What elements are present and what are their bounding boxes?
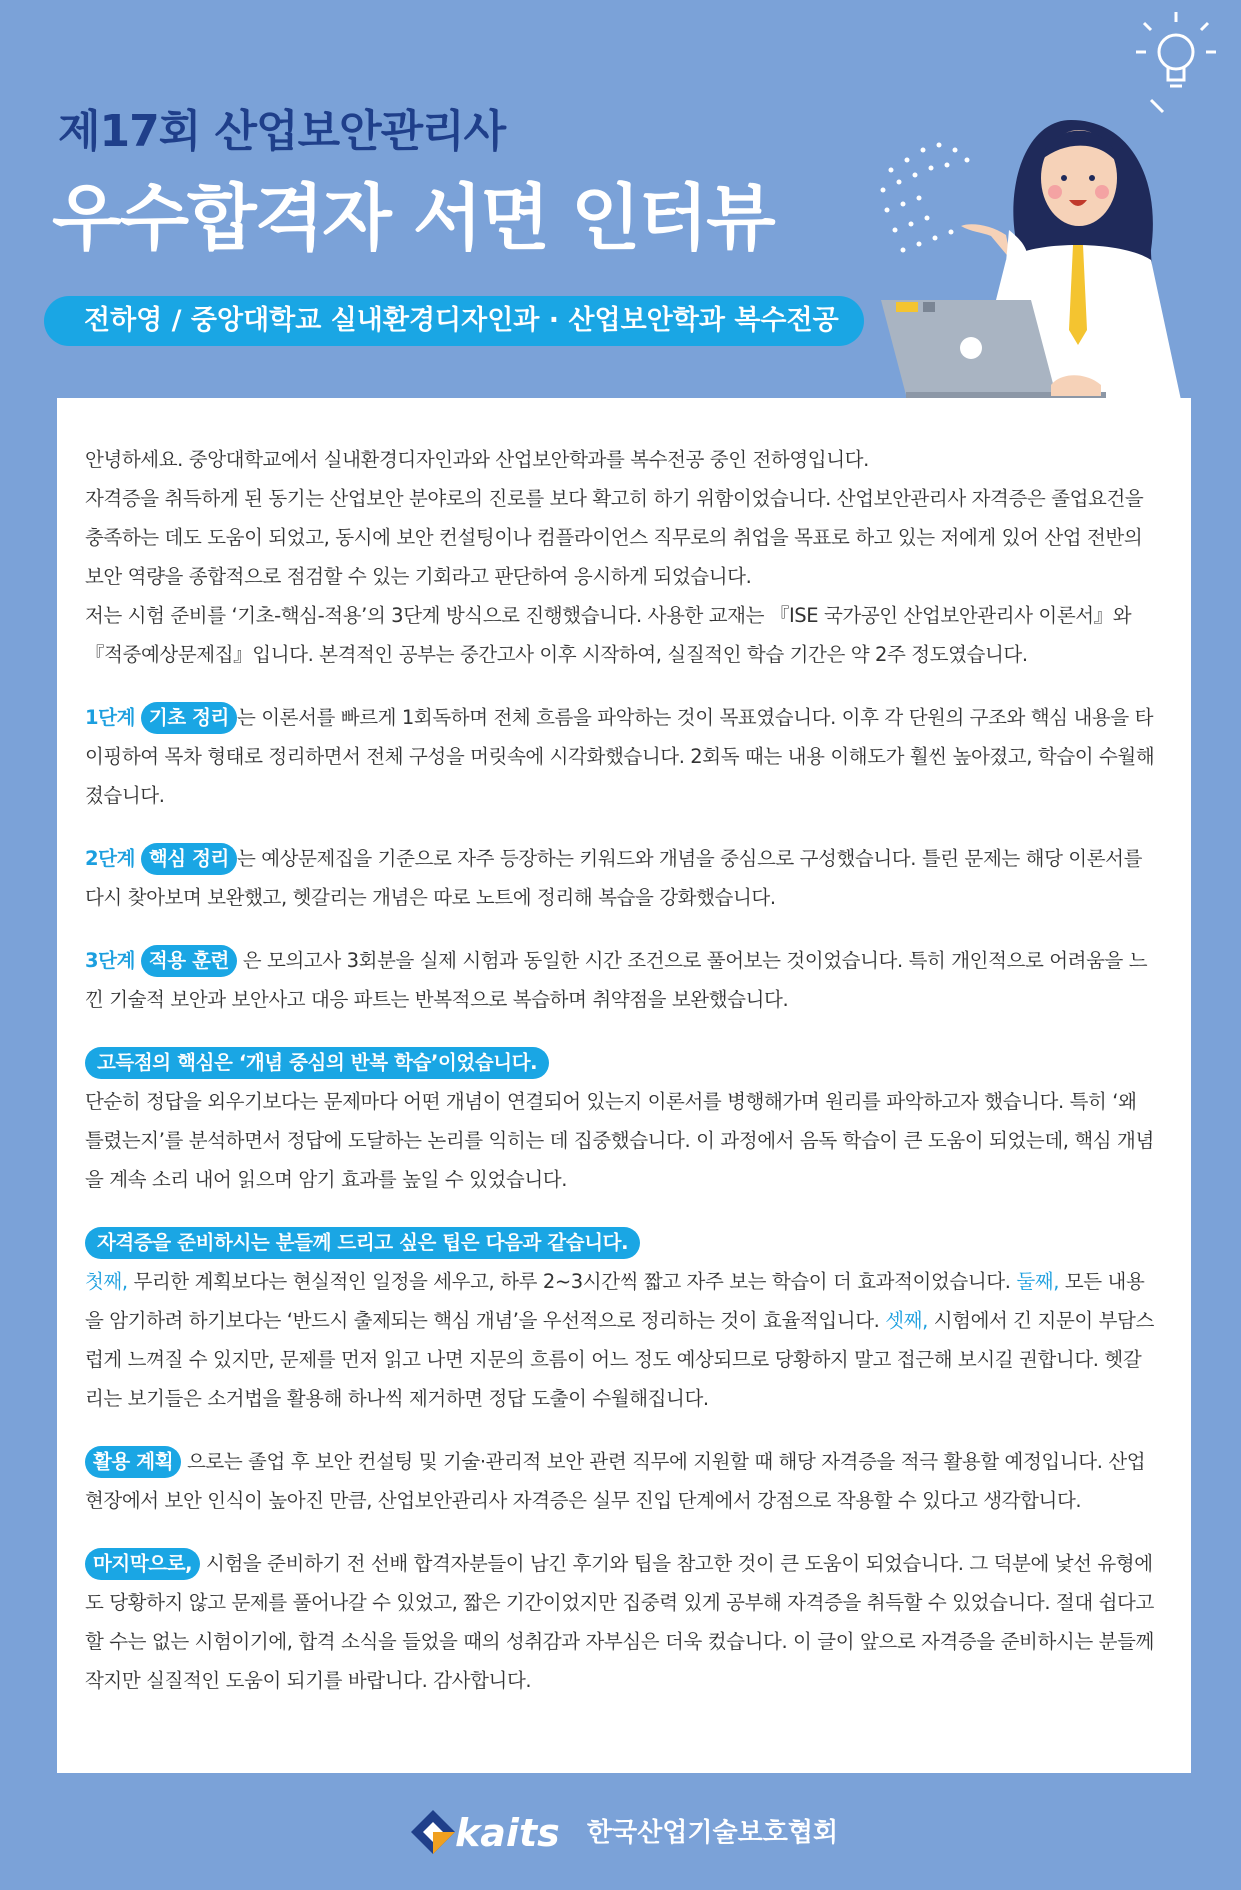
step-2-number: 2단계	[85, 847, 136, 870]
step-3-paragraph	[85, 941, 1159, 1019]
dot-pattern	[881, 143, 970, 253]
step-1-number: 1단계	[85, 706, 136, 729]
step-2-label: 핵심 정리	[141, 843, 237, 875]
step-1-text: 는 이론서를 빠르게 1회독하며 전체 흐름을 파악하는 것이 목표였습니다. 이후 각 단원의 구조와 핵심 내용을 타이핑하여 목차 형태로 정리하면서 전체 구성을 머릿속에 시각화했습니다. 2회독 때는 내용 이해도가 훨씬 높아졌고, 학습이 수월해졌습니다.	[85, 706, 1155, 807]
interviewee-bar: 전하영 / 중앙대학교 실내환경디자인과 · 산업보안학과 복수전공	[44, 296, 864, 346]
tip-third-text: 시험에서 긴 지문이 부담스럽게 느껴질 수 있지만, 문제를 먼저 읽고 나면 지문의 흐름이 어느 정도 예상되므로 당황하지 말고 접근해 보시길 권합니다. 헷갈리는 보기들은 소거법을 활용해 하나씩 제거하면 정답 도출이 수월해집니다.	[85, 1309, 1154, 1410]
closing-text: 시험을 준비하기 전 선배 합격자분들이 남긴 후기와 팁을 참고한 것이 큰 도움이 되었습니다. 그 덕분에 낯선 유형에도 당황하지 않고 문제를 풀어나갈 수 있었고, 짧은 기간이었지만 집중력 있게 공부해 자격증을 취득할 수 있었습니다. 절대 쉽다고 할 수는 없는 시험이기에, 합격 소식을 들었을 때의 성취감과 자부심은 더욱 컸습니다. 이 글이 앞으로 자격증을 준비하시는 분들께 작지만 실질적인 도움이 되기를 바랍니다. 감사합니다.	[85, 1552, 1154, 1692]
page-title: 우수합격자 서면 인터뷰	[52, 176, 774, 260]
closing-label: 마지막으로,	[85, 1548, 200, 1580]
intro-paragraph-3: 저는 시험 준비를 ‘기초-핵심-적용’의 3단계 방식으로 진행했습니다. 사용한 교재는 『ISE 국가공인 산업보안관리사 이론서』와 『적중예상문제집』입니다. 본격적인 공부는 중간고사 이후 시작하여, 실질적인 학습 기간은 약 2주 정도였습니다.	[85, 604, 1132, 666]
step-2-text: 는 예상문제집을 기준으로 자주 등장하는 키워드와 개념을 중심으로 구성했습니다. 틀린 문제는 해당 이론서를 다시 찾아보며 보완했고, 헷갈리는 개념은 따로 노트에 정리해 복습을 강화했습니다.	[85, 847, 1143, 909]
step-3-text: 은 모의고사 3회분을 실제 시험과 동일한 시간 조건으로 풀어보는 것이었습니다. 특히 개인적으로 어려움을 느낀 기술적 보안과 보안사고 대응 파트는 반복적으로 복습하며 취약점을 보완했습니다.	[85, 949, 1148, 1011]
tip-second-label: 둘째,	[1016, 1270, 1060, 1293]
step-1-label: 기초 정리	[141, 702, 237, 734]
tips-heading-line	[85, 1223, 1159, 1262]
closing-paragraph	[85, 1544, 1159, 1700]
key-heading: 고득점의 핵심은 ‘개념 중심의 반복 학습’이었습니다.	[85, 1047, 549, 1079]
kaits-logo	[403, 1802, 573, 1858]
tip-second-text: 모든 내용을 암기하려 하기보다는 ‘반드시 출제되는 핵심 개념’을 우선적으로 정리하는 것이 효율적입니다.	[85, 1270, 1145, 1332]
plan-paragraph	[85, 1442, 1159, 1520]
step-3-number: 3단계	[85, 949, 136, 972]
key-heading-line	[85, 1043, 1159, 1082]
tip-first-text: 무리한 계획보다는 현실적인 일정을 세우고, 하루 2~3시간씩 짧고 자주 보는 학습이 더 효과적이었습니다.	[127, 1270, 1017, 1293]
step-1-paragraph	[85, 698, 1159, 815]
step-2-paragraph	[85, 839, 1159, 917]
interview-content	[85, 440, 1159, 1700]
intro-paragraph-1: 안녕하세요. 중앙대학교에서 실내환경디자인과와 산업보안학과를 복수전공 중인 전하영입니다.	[85, 448, 869, 471]
tips-heading: 자격증을 준비하시는 분들께 드리고 싶은 팁은 다음과 같습니다.	[85, 1227, 640, 1259]
key-paragraph: 단순히 정답을 외우기보다는 문제마다 어떤 개념이 연결되어 있는지 이론서를 병행해가며 원리를 파악하고자 했습니다. 특히 ‘왜 틀렸는지’를 분석하면서 정답에 도달하는 논리를 익히는 데 집중했습니다. 이 과정에서 음독 학습이 큰 도움이 되었는데, 핵심 개념을 계속 소리 내어 읽으며 암기 효과를 높일 수 있었습니다.	[85, 1090, 1154, 1191]
intro-paragraph-2: 자격증을 취득하게 된 동기는 산업보안 분야로의 진로를 보다 확고히 하기 위함이었습니다. 산업보안관리사 자격증은 졸업요건을 충족하는 데도 도움이 되었고, 동시에 보안 컨설팅이나 컴플라이언스 직무로의 취업을 목표로 하고 있는 저에게 있어 산업 전반의 보안 역량을 종합적으로 점검할 수 있는 기회라고 판단하여 응시하게 되었습니다.	[85, 487, 1144, 588]
footer-org-name: 한국산업기술보호협회	[586, 1817, 839, 1848]
step-3-label: 적용 훈련	[141, 945, 237, 977]
header-subtitle: 제17회 산업보안관리사	[58, 106, 506, 157]
lightbulb-icon	[1136, 12, 1216, 112]
logo-text: kaits	[454, 1811, 560, 1855]
plan-text: 으로는 졸업 후 보안 컨설팅 및 기술·관리적 보안 관련 직무에 지원할 때 해당 자격증을 적극 활용할 예정입니다. 산업 현장에서 보안 인식이 높아진 만큼, 산업보안관리사 자격증은 실무 진입 단계에서 강점으로 작용할 수 있다고 생각합니다.	[85, 1450, 1146, 1512]
tip-first-label: 첫째,	[85, 1270, 128, 1293]
tip-third-label: 셋째,	[885, 1309, 928, 1332]
footer	[0, 1800, 1241, 1860]
woman-laptop-illustration	[821, 0, 1241, 410]
tips-paragraph	[85, 1262, 1159, 1418]
plan-label: 활용 계획	[85, 1446, 181, 1478]
